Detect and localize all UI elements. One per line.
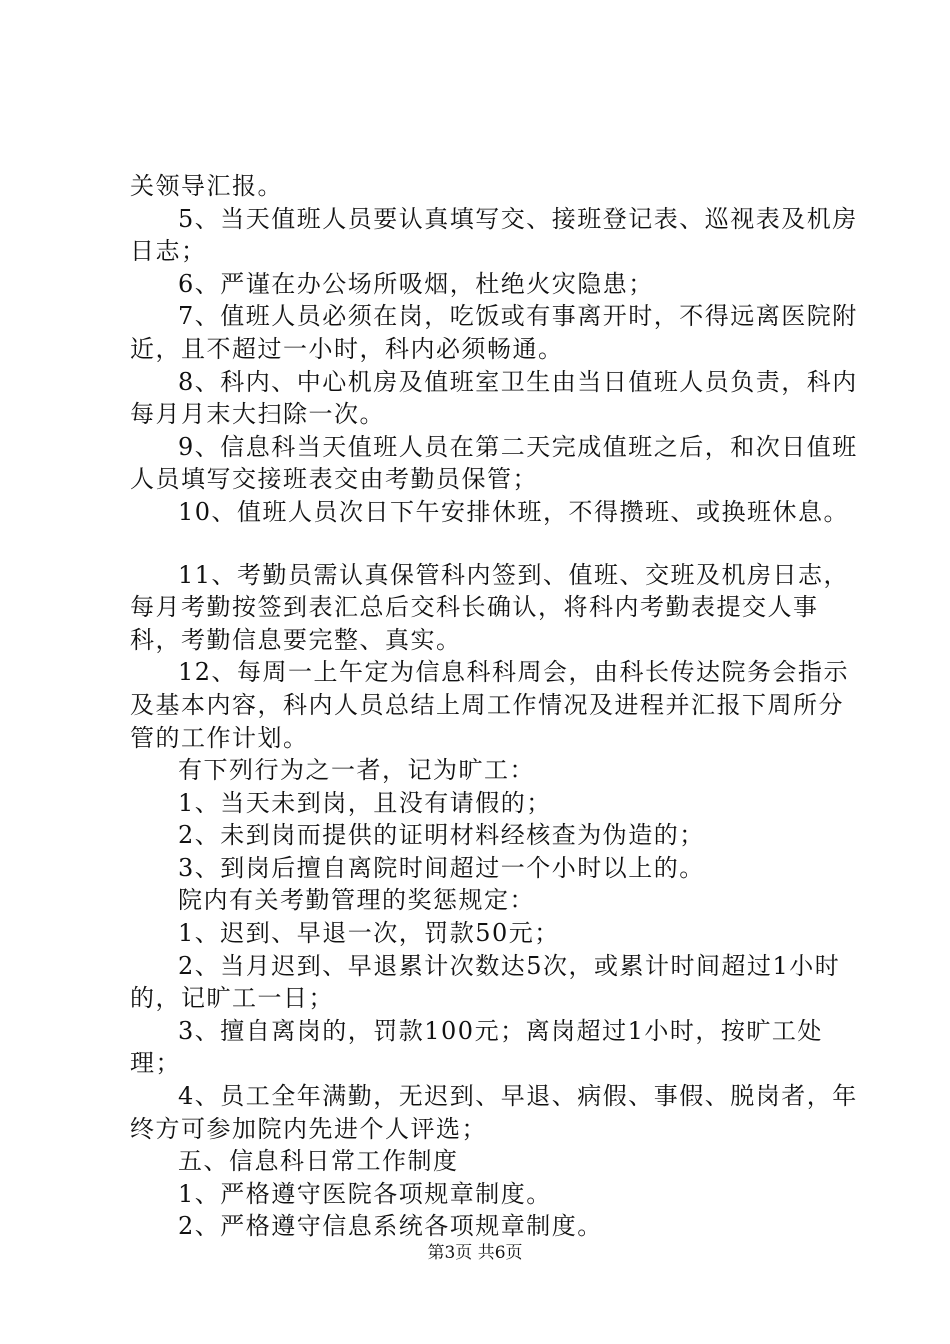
paragraph-item-9: 9、信息科当天值班人员在第二天完成值班之后，和次日值班人员填写交接班表交由考勤员保管； — [130, 432, 858, 494]
paragraph-rule-4: 4、员工全年满勤，无迟到、早退、病假、事假、脱岗者，年终方可参加院内先进个人评选； — [130, 1082, 858, 1143]
paragraph-continuation: 关领导汇报。 — [130, 172, 283, 200]
paragraph-spacer — [130, 529, 860, 559]
paragraph-absence-3: 3、到岗后擅自离院时间超过一个小时以上的。 — [178, 853, 705, 882]
paragraph-item-11: 11、考勤员需认真保管科内签到、值班、交班及机房日志，每月考勤按签到表汇总后交科长确认，将科内考勤表提交人事科，考勤信息要完整、真实。 — [130, 560, 850, 654]
paragraph-absence-heading: 有下列行为之一者，记为旷工： — [178, 756, 535, 785]
page-footer: 第3页 共6页 — [427, 1243, 523, 1263]
paragraph-rule-3: 3、擅自离岗的，罚款100元；离岗超过1小时，按旷工处理； — [130, 1016, 823, 1078]
section-heading-five: 五、信息科日常工作制度 — [178, 1147, 459, 1176]
paragraph-item-10: 10、值班人员次日下午安排休班，不得攒班、或换班休息。 — [178, 497, 850, 526]
paragraph-daily-1: 1、严格遵守医院各项规章制度。 — [178, 1179, 552, 1208]
paragraph-item-12: 12、每周一上午定为信息科科周会，由科长传达院务会指示及基本内容，科内人员总结上周工作情况及进程并汇报下周所分管的工作计划。 — [130, 658, 850, 752]
paragraph-item-6: 6、严谨在办公场所吸烟，杜绝火灾隐患； — [178, 269, 654, 298]
paragraph-item-8: 8、科内、中心机房及值班室卫生由当日值班人员负责，科内每月月末大扫除一次。 — [130, 367, 858, 429]
paragraph-rules-heading: 院内有关考勤管理的奖惩规定： — [178, 886, 535, 915]
paragraph-absence-2: 2、未到岗而提供的证明材料经核查为伪造的； — [178, 821, 705, 850]
paragraph-item-5: 5、当天值班人员要认真填写交、接班登记表、巡视表及机房日志； — [130, 204, 858, 266]
paragraph-daily-2: 2、严格遵守信息系统各项规章制度。 — [178, 1212, 603, 1241]
document-body — [130, 170, 860, 1243]
paragraph-rule-2: 2、当月迟到、早退累计次数达5次，或累计时间超过1小时的，记旷工一日； — [130, 951, 841, 1013]
paragraph-rule-1: 1、迟到、早退一次，罚款50元； — [178, 919, 560, 948]
paragraph-absence-1: 1、当天未到岗，且没有请假的； — [178, 788, 552, 817]
paragraph-item-7: 7、值班人员必须在岗，吃饭或有事离开时，不得远离医院附近，且不超过一小时，科内必须畅通。 — [130, 302, 858, 363]
